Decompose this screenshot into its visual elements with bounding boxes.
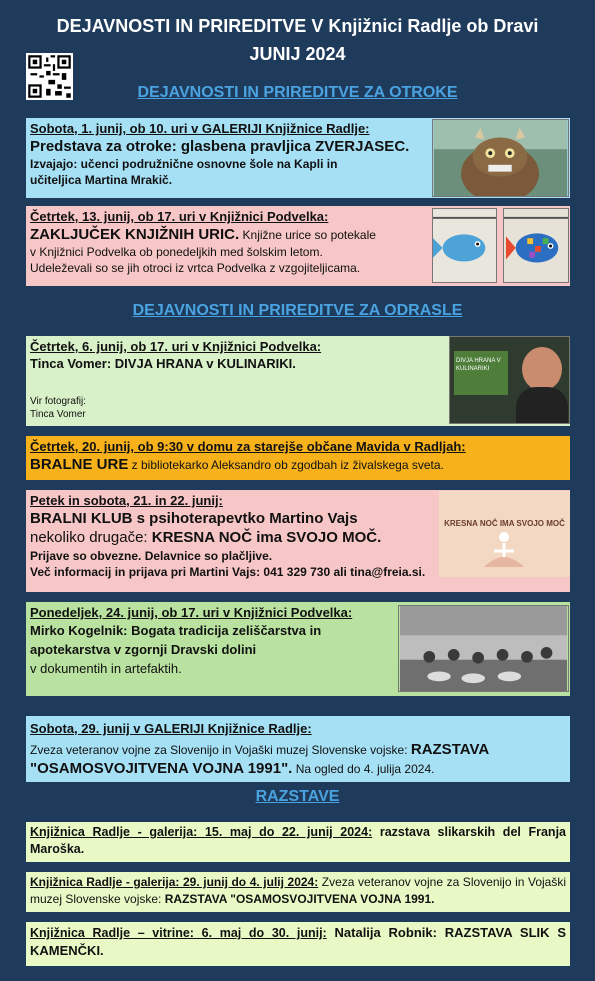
event-heading: Četrtek, 20. junij, ob 9:30 v domu za starejše občane Mavida v Radljah: [30,439,466,454]
exhibit-card [26,922,570,966]
rainbow-fish-image [503,208,569,283]
event-heading: Četrtek, 13. junij, ob 17. uri v Knjižnici Podvelka: [30,209,329,224]
event-title: ZAKLJUČEK KNJIŽNIH URIC. [30,226,240,243]
photo-credit-label: Vir fotografij: [30,396,86,407]
event-title: "OSAMOSVOJITVENA VOJNA 1991". [30,760,293,777]
exhibit-card [26,822,570,862]
event-line: apotekarstva v zgornji Dravski dolini [30,642,257,657]
wild-food-photo [449,336,570,424]
event-heading: Sobota, 29. junij v GALERIJI Knjižnice Radlje: [30,721,312,736]
event-heading: Četrtek, 6. junij, ob 17. uri v Knjižnici Podvelka: [30,339,322,354]
exhibit-heading: Knjižnica Radlje – vitrine: 6. maj do 30. junij: [30,926,327,940]
exhibit-text-bold: RAZSTAVA "OSAMOSVOJITVENA VOJNA 1991. [164,892,435,906]
event-line: Udeleževali so se jih otroci iz vrtca Podvelka z vzgojiteljicama. [30,261,361,275]
exhibit-heading: Knjižnica Radlje - galerija: 29. junij do 4. julij 2024: [30,875,319,889]
event-line: Izvajajo: učenci podružnične osnovne šole na Kapli in [30,157,338,171]
event-line: v Knjižnici Podvelka ob ponedeljkih med šolskim letom. [30,245,323,259]
event-title: BRALNE URE [30,456,129,473]
event-line: Na ogled do 4. julija 2024. [292,762,435,776]
event-title: Tinca Vomer: DIVJA HRANA v KULINARIKI. [30,356,296,371]
event-line: Prijave so obvezne. Delavnice so plačljive. [30,549,273,563]
exhibit-text: razstava slikarskih del Franja Maroška. [30,825,566,856]
event-card [26,436,570,480]
event-title: BRALNI KLUB s psihoterapevtko Martino Vajs [30,510,358,527]
slide-screen: DIVJA HRANA V KULINARIKI [454,351,508,395]
person-body [516,387,568,424]
event-line: v dokumentih in artefaktih. [30,661,182,676]
event-line: učiteljica Martina Mrakič. [30,173,173,187]
section-exhibits: RAZSTAVE [255,788,340,805]
kresna-noc-poster: KRESNA NOČ IMA SVOJO MOČ [439,491,570,577]
page-title: DEJAVNOSTI IN PRIREDITVE V Knjižnici Radlje ob Dravi JUNIJ 2024 [56,16,539,64]
event-line: Več informacij in prijava pri Martini Vajs: 041 329 730 ali tina@freia.si. [30,565,426,579]
photo-credit-author: Tinca Vomer [30,409,86,420]
event-title: Predstava za otroke: glasbena pravljica ZVERJASEC. [30,138,410,155]
event-card [26,716,570,782]
event-line: Knjižne urice so potekale [239,228,376,242]
lotus-icon [479,527,529,575]
historical-photo [398,605,569,692]
event-heading: Ponedeljek, 24. junij, ob 17. uri v Knjižnici Podvelka: [30,605,353,620]
exhibit-heading: Knjižnica Radlje - galerija: 15. maj do 22. junij 2024: [30,825,373,839]
exhibit-text: Natalija Robnik: RAZSTAVA SLIK S KAMENČKI. [30,925,566,958]
gruffalo-image [432,119,569,197]
event-line: KRESNA NOČ ima SVOJO MOČ. [151,529,382,546]
event-line: z bibliotekarko Aleksandro ob zgodbah iz živalskega sveta. [128,458,444,472]
event-title: RAZSTAVA [410,741,490,758]
event-line: Mirko Kogelnik: Bogata tradicija zeliščarstva in [30,623,322,638]
exhibit-card [26,872,570,912]
event-heading: Petek in sobota, 21. in 22. junij: [30,493,223,508]
section-adults: DEJAVNOSTI IN PRIREDITVE ZA ODRASLE [132,302,463,319]
person-face [522,347,562,391]
section-kids: DEJAVNOSTI IN PRIREDITVE ZA OTROKE [137,84,458,101]
event-line: Zveza veteranov vojne za Slovenijo in Vojaški muzej Slovenske vojske: [30,743,411,757]
exhibit-text: Zveza veteranov vojne za Slovenijo in Vojaški muzej Slovenske vojske: [30,875,567,906]
event-line: nekoliko drugače: [30,529,152,546]
event-heading: Sobota, 1. junij, ob 10. uri v GALERIJI Knjižnice Radlje: [30,121,370,136]
fish-craft-image [432,208,497,283]
